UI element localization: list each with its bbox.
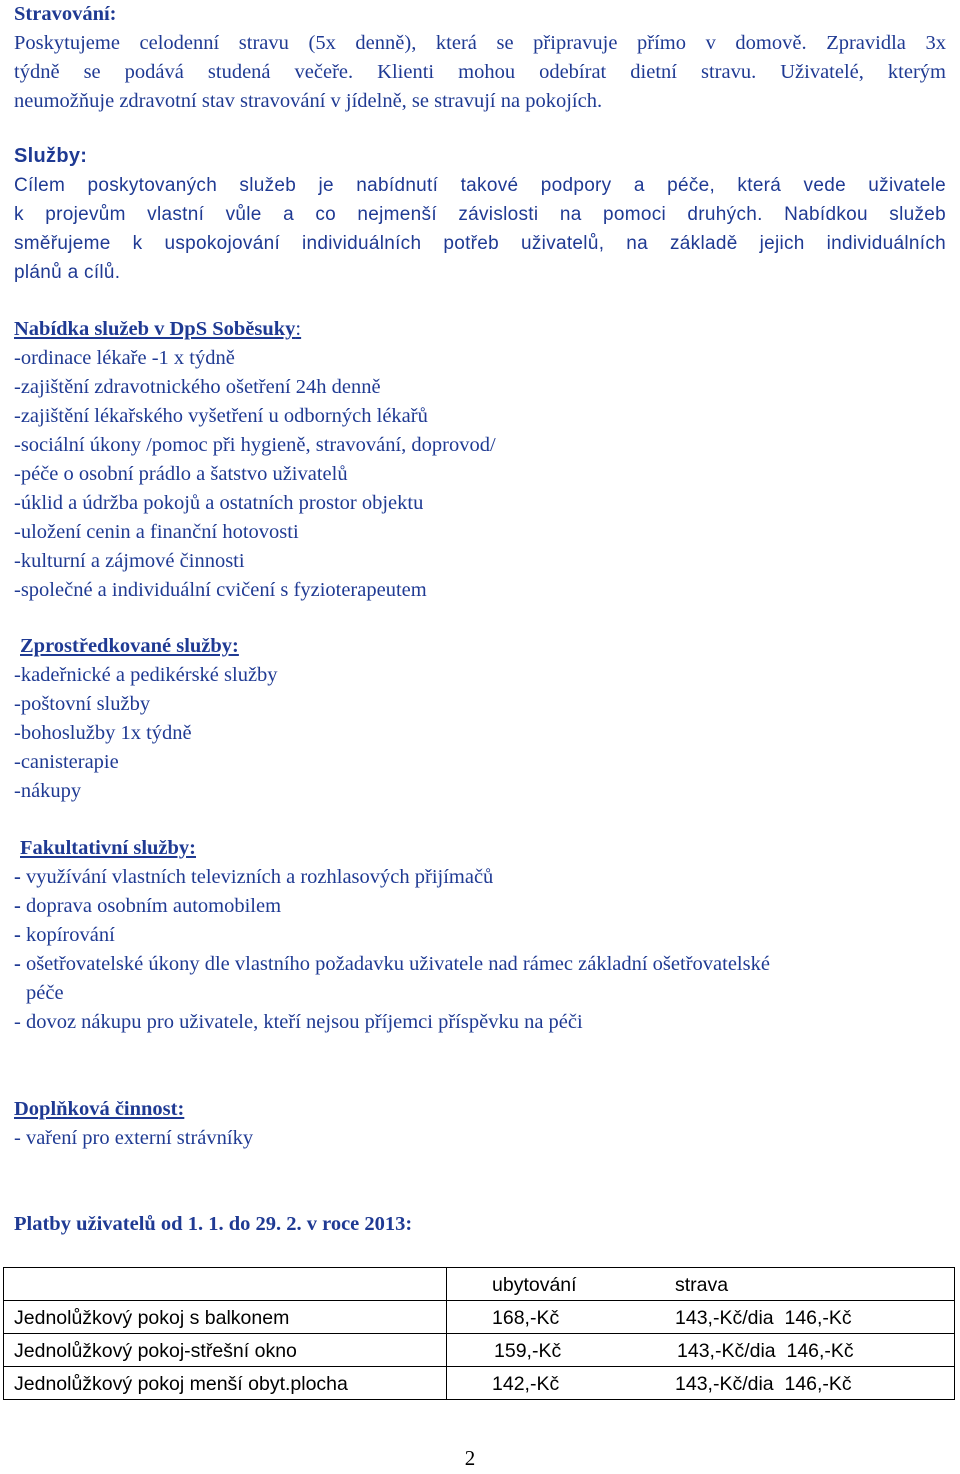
paragraph-line: Poskytujeme celodenní stravu (5x denně), která se připravuje přímo v domově. Zpravidla 3x xyxy=(14,32,946,54)
table-row xyxy=(4,1367,955,1400)
nabidka-heading-colon: : xyxy=(295,318,302,340)
table-cell-room: Jednolůžkový pokoj s balkonem xyxy=(4,1301,447,1334)
list-item xyxy=(14,921,946,950)
list-item: - vaření pro externí strávníky xyxy=(14,1127,254,1149)
section-heading-stravovani: Stravování: xyxy=(14,3,117,25)
section-heading-doplnkova: Doplňková činnost: xyxy=(14,1098,185,1120)
section-heading-platby: Platby uživatelů od 1. 1. do 29. 2. v roce 2013: xyxy=(14,1213,413,1235)
section-platby xyxy=(14,1210,946,1239)
table-header-cell xyxy=(447,1268,955,1301)
paragraph-line: plánů a cílů. xyxy=(14,262,121,283)
section-heading-sluzby: Služby: xyxy=(14,145,88,167)
table-cell-strava: 143,-Kč/dia 146,-Kč xyxy=(677,1340,854,1362)
paragraph-line: týdně se podává studená večeře. Klienti mohou odebírat dietní stravu. Uživatelé, kterým xyxy=(14,61,946,83)
table-cell-ubytovani: 142,-Kč xyxy=(492,1373,560,1395)
list-item: -nákupy xyxy=(14,780,82,802)
table-row xyxy=(4,1301,955,1334)
list-item: -sociální úkony /pomoc při hygieně, stravování, doprovod/ xyxy=(14,434,496,456)
section-stravovani xyxy=(14,0,946,116)
list-item: -úklid a údržba pokojů a ostatních prostor objektu xyxy=(14,492,424,514)
list-item: -canisterapie xyxy=(14,751,119,773)
table-cell-prices xyxy=(447,1334,955,1367)
table-row xyxy=(4,1334,955,1367)
page-number: 2 xyxy=(464,1446,476,1470)
paragraph-line: k projevům vlastní vůle a co nejmenší závislosti na pomoci druhých. Nabídkou služeb xyxy=(14,204,946,225)
table-header-row xyxy=(4,1268,955,1301)
list-item: - dovoz nákupu pro uživatele, kteří nejsou příjemci příspěvku na péči xyxy=(14,1011,583,1033)
fakultativni-list xyxy=(14,863,946,1037)
list-item: -společné a individuální cvičení s fyzioterapeutem xyxy=(14,579,427,601)
section-heading-zprostredkovane: Zprostředkované služby: xyxy=(20,635,239,657)
table-cell-prices xyxy=(447,1367,955,1400)
section-fakultativni xyxy=(20,834,952,863)
list-item-text: kopírování xyxy=(20,924,115,946)
list-item: -poštovní služby xyxy=(14,693,151,715)
list-dash: - xyxy=(14,953,21,975)
table-header-strava: strava xyxy=(675,1274,729,1296)
list-item xyxy=(14,863,946,892)
list-item: -bohoslužby 1x týdně xyxy=(14,722,192,744)
nabidka-heading-text: Nabídka služeb v DpS Soběsuky xyxy=(14,318,296,340)
table-cell-room: Jednolůžkový pokoj menší obyt.plocha xyxy=(4,1367,447,1400)
paragraph-line: směřujeme k uspokojování individuálních potřeb uživatelů, na základě jejich individuálních xyxy=(14,233,946,254)
list-item-text: doprava osobním automobilem xyxy=(20,895,282,917)
list-item: -zajištění zdravotnického ošetření 24h denně xyxy=(14,376,381,398)
paragraph-line: neumožňuje zdravotní stav stravování v jídelně, se stravují na pokojích. xyxy=(14,90,603,112)
list-item xyxy=(14,892,946,921)
list-item-text: využívání vlastních televizních a rozhlasových přijímačů xyxy=(20,866,494,888)
list-item-text: ošetřovatelské úkony dle vlastního požadavku uživatele nad rámec základní ošetřovatelské xyxy=(20,953,770,975)
table-cell-ubytovani: 168,-Kč xyxy=(492,1307,560,1329)
section-doplnkova xyxy=(14,1095,946,1153)
table-cell-room: Jednolůžkový pokoj-střešní okno xyxy=(4,1334,447,1367)
table-cell-strava: 143,-Kč/dia 146,-Kč xyxy=(675,1307,852,1329)
section-heading-nabidka xyxy=(14,315,946,344)
list-item: -uložení cenin a finanční hotovosti xyxy=(14,521,299,543)
table-header-ubytovani: ubytování xyxy=(492,1274,577,1296)
list-item: -kulturní a zájmové činnosti xyxy=(14,550,245,572)
list-dash: - xyxy=(14,895,21,917)
list-item: -kadeřnické a pedikérské služby xyxy=(14,664,278,686)
list-item: -ordinace lékaře -1 x týdně xyxy=(14,347,235,369)
list-item xyxy=(14,950,946,979)
list-item-continuation: péče xyxy=(26,982,64,1004)
table-header-cell xyxy=(4,1268,447,1301)
list-dash: - xyxy=(14,866,21,888)
section-nabidka xyxy=(14,315,946,605)
table-cell-ubytovani: 159,-Kč xyxy=(494,1340,562,1362)
table-cell-strava: 143,-Kč/dia 146,-Kč xyxy=(675,1373,852,1395)
paragraph-line: Cílem poskytovaných služeb je nabídnutí takové podpory a péče, která vede uživatele xyxy=(14,175,946,196)
zprostredkovane-list xyxy=(14,661,946,806)
list-dash: - xyxy=(14,924,21,946)
list-item: -zajištění lékařského vyšetření u odborných lékařů xyxy=(14,405,428,427)
section-zprostredkovane xyxy=(20,632,952,661)
section-sluzby xyxy=(14,142,946,287)
table-cell-prices xyxy=(447,1301,955,1334)
list-item: -péče o osobní prádlo a šatstvo uživatelů xyxy=(14,463,348,485)
price-table xyxy=(3,1267,955,1400)
section-heading-fakultativni: Fakultativní služby: xyxy=(20,837,196,859)
